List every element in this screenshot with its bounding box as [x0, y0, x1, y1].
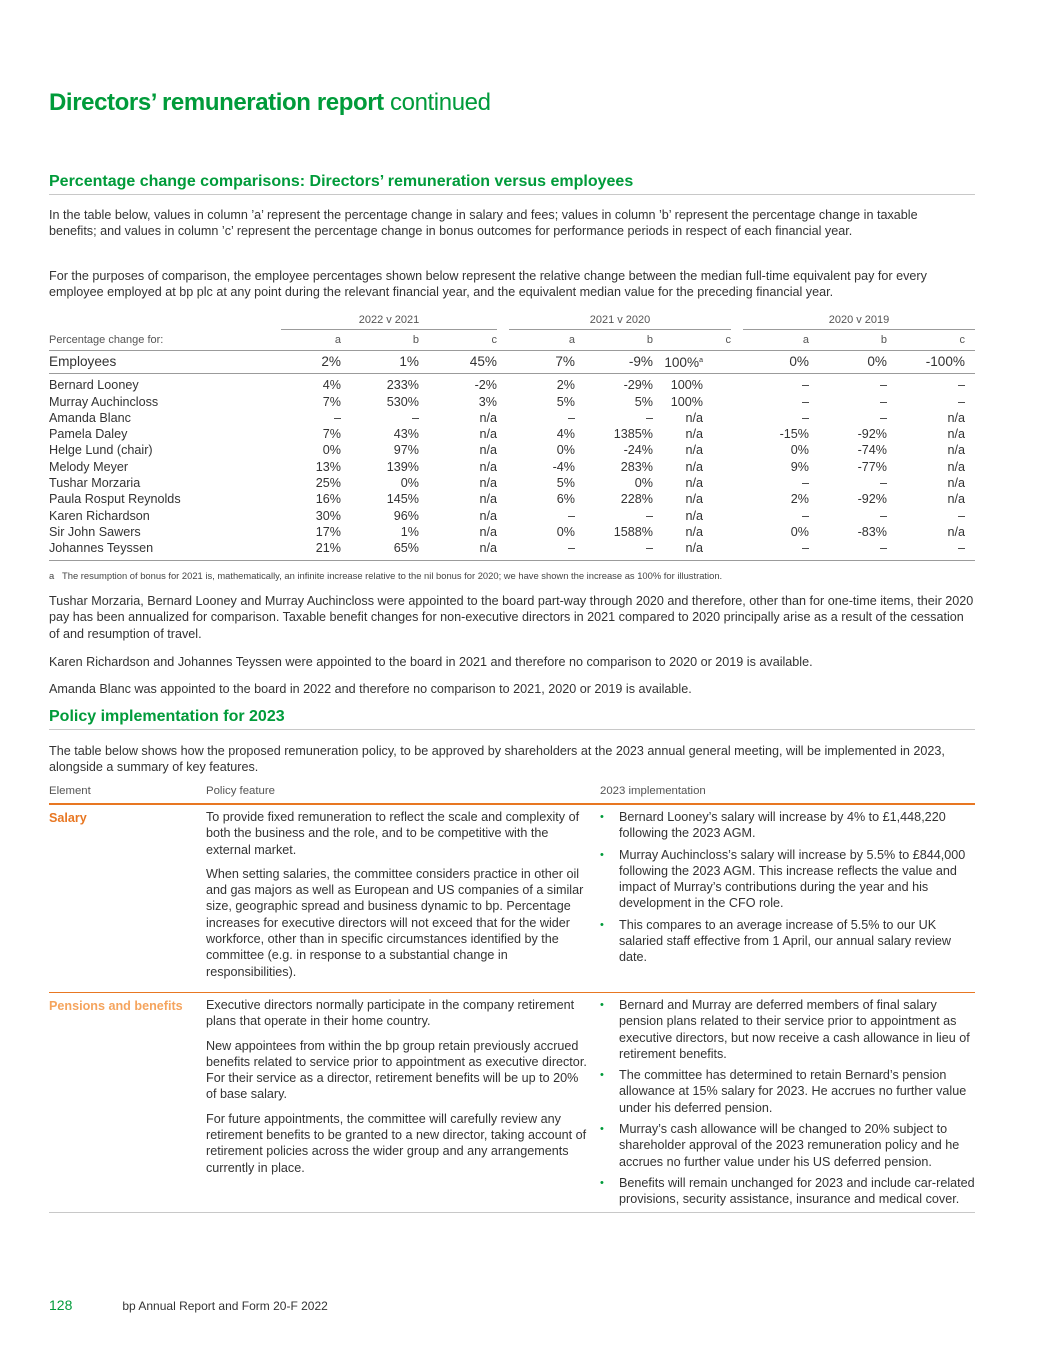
cell: -15%: [779, 427, 809, 442]
cell: 100%: [670, 378, 703, 393]
cell: 25%: [315, 476, 341, 491]
table-row: [49, 524, 975, 540]
cell: 5%: [556, 476, 575, 491]
cell: -9%: [575, 351, 653, 374]
cell: –: [801, 476, 809, 491]
cell: n/a: [685, 476, 703, 491]
cell: 45%: [419, 351, 497, 374]
table-row: [49, 475, 975, 491]
cell: 233%: [386, 378, 419, 393]
implementation-item: • Bernard and Murray are deferred members of final salary pension plans related to their service prior to appointment as executive directors, but now receive a cash allowance in lieu of retirement benefits.: [600, 997, 975, 1062]
cell: 1385%: [613, 427, 653, 442]
cell: 1588%: [613, 524, 653, 539]
intro-paragraph: In the table below, values in column ’a’ represent the percentage change in salary and fees; values in column ’b’ represent the percentage change in taxable benefits; and values in column ’c’ represent the percentage change in bonus outcomes for performance periods in respect of each financial year.: [49, 208, 918, 239]
policy-feature: Executive directors normally participate in the company retirement plans that operate in their home country.: [206, 997, 575, 1029]
cell: –: [333, 410, 341, 425]
cell: 3%: [478, 394, 497, 409]
cell: –: [645, 508, 653, 523]
cell: -92%: [857, 492, 887, 507]
column-header: 2023 implementation: [600, 785, 706, 797]
cell: 5%: [634, 394, 653, 409]
director-rows: [49, 374, 975, 560]
cell: -24%: [623, 443, 653, 458]
policy-row-salary: [49, 805, 975, 993]
cell-value: 100%: [664, 355, 700, 371]
cell: 65%: [341, 540, 419, 560]
cell: –: [575, 540, 653, 560]
cell: 0%: [322, 443, 341, 458]
column-header: b: [809, 330, 887, 351]
policy-feature: To provide fixed remuneration to reflect the scale and complexity of both the business and the role, and to be competitive with the external market.: [206, 810, 580, 857]
row-label: Bernard Looney: [49, 378, 139, 393]
note-paragraph: Tushar Morzaria, Bernard Looney and Murray Auchincloss were appointed to the board part-way through 2020 and therefore, other than for one-time items, their 2020 pay has been annualized for comparison. Taxable benefit changes for non-executive directors in 2021 compared to 2020 principally arise as a result of the cessation of and resumption of travel.: [49, 594, 974, 641]
row-label: Pamela Daley: [49, 427, 128, 442]
cell: -29%: [623, 378, 653, 393]
footnote-letter: a: [49, 570, 55, 581]
policy-feature: When setting salaries, the committee considers practice in other oil and gas majors as well as European and US companies of a similar size, geographic spread and business dynamic to bp. Percentage increases for executive directors will not exceed that for the wider workforce, other than in specific circumstances identified by the committee (e.g. in response to a substantial change in responsibilities).: [206, 866, 584, 979]
cell: –: [411, 410, 419, 425]
page-title: [49, 89, 491, 117]
cell: 228%: [620, 492, 653, 507]
row-label: Helge Lund (chair): [49, 443, 153, 458]
cell: -4%: [552, 459, 575, 474]
cell: 7%: [322, 427, 341, 442]
cell: –: [567, 410, 575, 425]
cell: 0%: [634, 476, 653, 491]
row-label: Amanda Blanc: [49, 410, 131, 425]
cell: –: [879, 394, 887, 409]
implementation-item: • Murray’s cash allowance will be changed to 20% subject to shareholder approval of the 2023 remuneration policy and he accrues no further value under his US deferred pension.: [600, 1121, 975, 1170]
cell: n/a: [479, 443, 497, 458]
table-row: [49, 442, 975, 458]
employees-row: [49, 351, 975, 374]
cell: n/a: [479, 508, 497, 523]
row-label: Sir John Sawers: [49, 524, 141, 539]
cell: 283%: [620, 459, 653, 474]
cell: n/a: [479, 524, 497, 539]
cell: –: [879, 508, 887, 523]
footnote-mark: a: [699, 357, 703, 365]
implementation-item: • Benefits will remain unchanged for 2023 and include car-related provisions, security assistance, insurance and medical cover.: [600, 1175, 975, 1208]
comparison-paragraph: For the purposes of comparison, the employee percentages shown below represent the relative change between the median full-time equivalent pay for every employee employed at bp plc at any point during the relevant financial year, and the equivalent median value for the preceding financial year.: [49, 269, 927, 300]
cell: n/a: [685, 459, 703, 474]
cell: 2%: [790, 492, 809, 507]
cell: 4%: [556, 427, 575, 442]
column-header: c: [887, 330, 975, 351]
cell: n/a: [479, 476, 497, 491]
cell: n/a: [479, 459, 497, 474]
cell: -2%: [474, 378, 497, 393]
element-label: Pensions and benefits: [49, 998, 183, 1013]
policy-table: [49, 785, 975, 1213]
cell: –: [957, 378, 965, 393]
cell: n/a: [685, 492, 703, 507]
cell: 1%: [341, 351, 419, 374]
table-row: [49, 491, 975, 507]
table-row: [49, 426, 975, 442]
column-header: Policy feature: [206, 785, 276, 797]
cell: [653, 351, 731, 374]
element-label: Salary: [49, 811, 87, 825]
cell: –: [887, 540, 975, 560]
policy-feature: New appointees from within the bp group retain previously accrued benefits related to service prior to appointment as executive director. For their service as a director, retirement benefits will be up to 20% of base salary.: [206, 1038, 587, 1102]
cell: –: [879, 378, 887, 393]
cell: -83%: [857, 524, 887, 539]
column-header: b: [341, 330, 419, 351]
cell: n/a: [947, 410, 965, 425]
policy-table-header: [49, 785, 975, 805]
cell: 530%: [386, 394, 419, 409]
section-heading-percentage-change: Percentage change comparisons: Directors’ remuneration versus employees: [49, 173, 975, 195]
cell: n/a: [947, 427, 965, 442]
cell: –: [809, 540, 887, 560]
policy-intro-paragraph: The table below shows how the proposed remuneration policy, to be approved by shareholders at the 2023 annual general meeting, will be implemented in 2023, alongside a summary of key features.: [49, 744, 945, 775]
cell: –: [801, 410, 809, 425]
cell: n/a: [947, 524, 965, 539]
cell: n/a: [685, 508, 703, 523]
cell: 0%: [400, 476, 419, 491]
cell: –: [879, 476, 887, 491]
cell: n/a: [479, 410, 497, 425]
policy-row-pensions: [49, 993, 975, 1213]
cell: 96%: [393, 508, 419, 523]
cell: n/a: [685, 524, 703, 539]
cell: n/a: [685, 410, 703, 425]
table-row: [49, 540, 975, 560]
policy-feature: For future appointments, the committee will carefully review any retirement benefits to be granted to a new director, taking account of retirement policies across the wider group and any arrangements currently in place.: [206, 1111, 587, 1175]
cell: 17%: [315, 524, 341, 539]
cell: n/a: [685, 443, 703, 458]
table-row: [49, 508, 975, 524]
cell: -92%: [857, 427, 887, 442]
cell: 21%: [269, 540, 341, 560]
column-header: a: [497, 330, 575, 351]
cell: 5%: [556, 394, 575, 409]
table-row: [49, 459, 975, 475]
implementation-item: • Murray Auchincloss’s salary will increase by 5.5% to £844,000 following the 2023 AGM. This increase reflects the value and impact of Murray’s contributions during the year and his development in the CFO role.: [600, 847, 975, 912]
cell: 16%: [315, 492, 341, 507]
footer-text: bp Annual Report and Form 20-F 2022: [122, 1299, 328, 1313]
cell: 0%: [556, 443, 575, 458]
cell: n/a: [685, 427, 703, 442]
cell: 0%: [809, 351, 887, 374]
cell: -77%: [857, 459, 887, 474]
cell: n/a: [947, 476, 965, 491]
cell: 2%: [556, 378, 575, 393]
table-row: [49, 394, 975, 410]
cell: n/a: [479, 492, 497, 507]
cell: 97%: [393, 443, 419, 458]
cell: 1%: [400, 524, 419, 539]
note-paragraph: Karen Richardson and Johannes Teyssen were appointed to the board in 2021 and therefore no comparison to 2020 or 2019 is available.: [49, 655, 813, 669]
cell: –: [645, 410, 653, 425]
column-header: b: [575, 330, 653, 351]
cell: –: [497, 540, 575, 560]
cell: n/a: [947, 443, 965, 458]
implementation-item: • This compares to an average increase of 5.5% to our UK salaried staff effective from 1 April, our annual salary review date.: [600, 917, 975, 966]
column-header: a: [269, 330, 341, 351]
note-paragraph: Amanda Blanc was appointed to the board in 2022 and therefore no comparison to 2021, 2020 or 2019 is available.: [49, 682, 692, 696]
row-label: Johannes Teyssen: [49, 540, 269, 560]
row-label: Karen Richardson: [49, 508, 150, 523]
cell: 7%: [322, 394, 341, 409]
cell: 30%: [315, 508, 341, 523]
cell: n/a: [419, 540, 497, 560]
title-continued: continued: [390, 89, 491, 116]
cell: n/a: [947, 492, 965, 507]
cell: –: [957, 508, 965, 523]
cell: 4%: [322, 378, 341, 393]
cell: -74%: [857, 443, 887, 458]
cell: 0%: [790, 443, 809, 458]
cell: 9%: [790, 459, 809, 474]
cell: 2%: [269, 351, 341, 374]
cell: 0%: [556, 524, 575, 539]
cell: -100%: [887, 351, 975, 374]
cell: –: [731, 540, 809, 560]
cell: n/a: [947, 459, 965, 474]
column-header: c: [419, 330, 497, 351]
group-header: 2020 v 2019: [743, 312, 975, 330]
cell: –: [957, 394, 965, 409]
group-header: 2022 v 2021: [281, 312, 497, 330]
cell: n/a: [479, 427, 497, 442]
cell: 13%: [315, 459, 341, 474]
section-heading-policy: Policy implementation for 2023: [49, 708, 975, 730]
page-number: 128: [49, 1297, 73, 1313]
cell: –: [567, 508, 575, 523]
cell: 0%: [731, 351, 809, 374]
cell: 145%: [386, 492, 419, 507]
row-label: Melody Meyer: [49, 459, 129, 474]
implementation-item: • The committee has determined to retain Bernard’s pension allowance at 15% salary for 2023. He accrues no further value under his deferred pension.: [600, 1067, 975, 1116]
cell: 6%: [556, 492, 575, 507]
cell: 0%: [790, 524, 809, 539]
cell: 100%: [670, 394, 703, 409]
table-footnote: [49, 570, 975, 581]
cell: –: [801, 378, 809, 393]
footnote-text: The resumption of bonus for 2021 is, mathematically, an infinite increase relative to the nil bonus for 2020; we have shown the increase as 100% for illustration.: [62, 570, 723, 581]
cell: 43%: [393, 427, 419, 442]
cell: 7%: [497, 351, 575, 374]
cell: –: [801, 394, 809, 409]
row-label: Murray Auchincloss: [49, 394, 159, 409]
row-label: Tushar Morzaria: [49, 476, 141, 491]
cell: –: [879, 410, 887, 425]
column-header: c: [653, 330, 731, 351]
column-header: Element: [49, 785, 91, 797]
table-row: [49, 410, 975, 426]
row-label: Paula Rosput Reynolds: [49, 492, 181, 507]
implementation-list: [600, 997, 975, 1208]
cell: –: [801, 508, 809, 523]
row-label: Employees: [49, 351, 269, 374]
table-row: [49, 374, 975, 394]
implementation-item: • Bernard Looney’s salary will increase by 4% to £1,448,220 following the 2023 AGM.: [600, 809, 975, 842]
group-header: 2021 v 2020: [509, 312, 731, 330]
implementation-list: [600, 809, 975, 966]
cell: n/a: [653, 540, 731, 560]
row-label-header: Percentage change for:: [49, 330, 269, 351]
cell: 139%: [386, 459, 419, 474]
title-bold: Directors’ remuneration report: [49, 89, 384, 116]
page-footer: [49, 1297, 328, 1313]
column-header: a: [731, 330, 809, 351]
percentage-change-table: [49, 312, 975, 561]
